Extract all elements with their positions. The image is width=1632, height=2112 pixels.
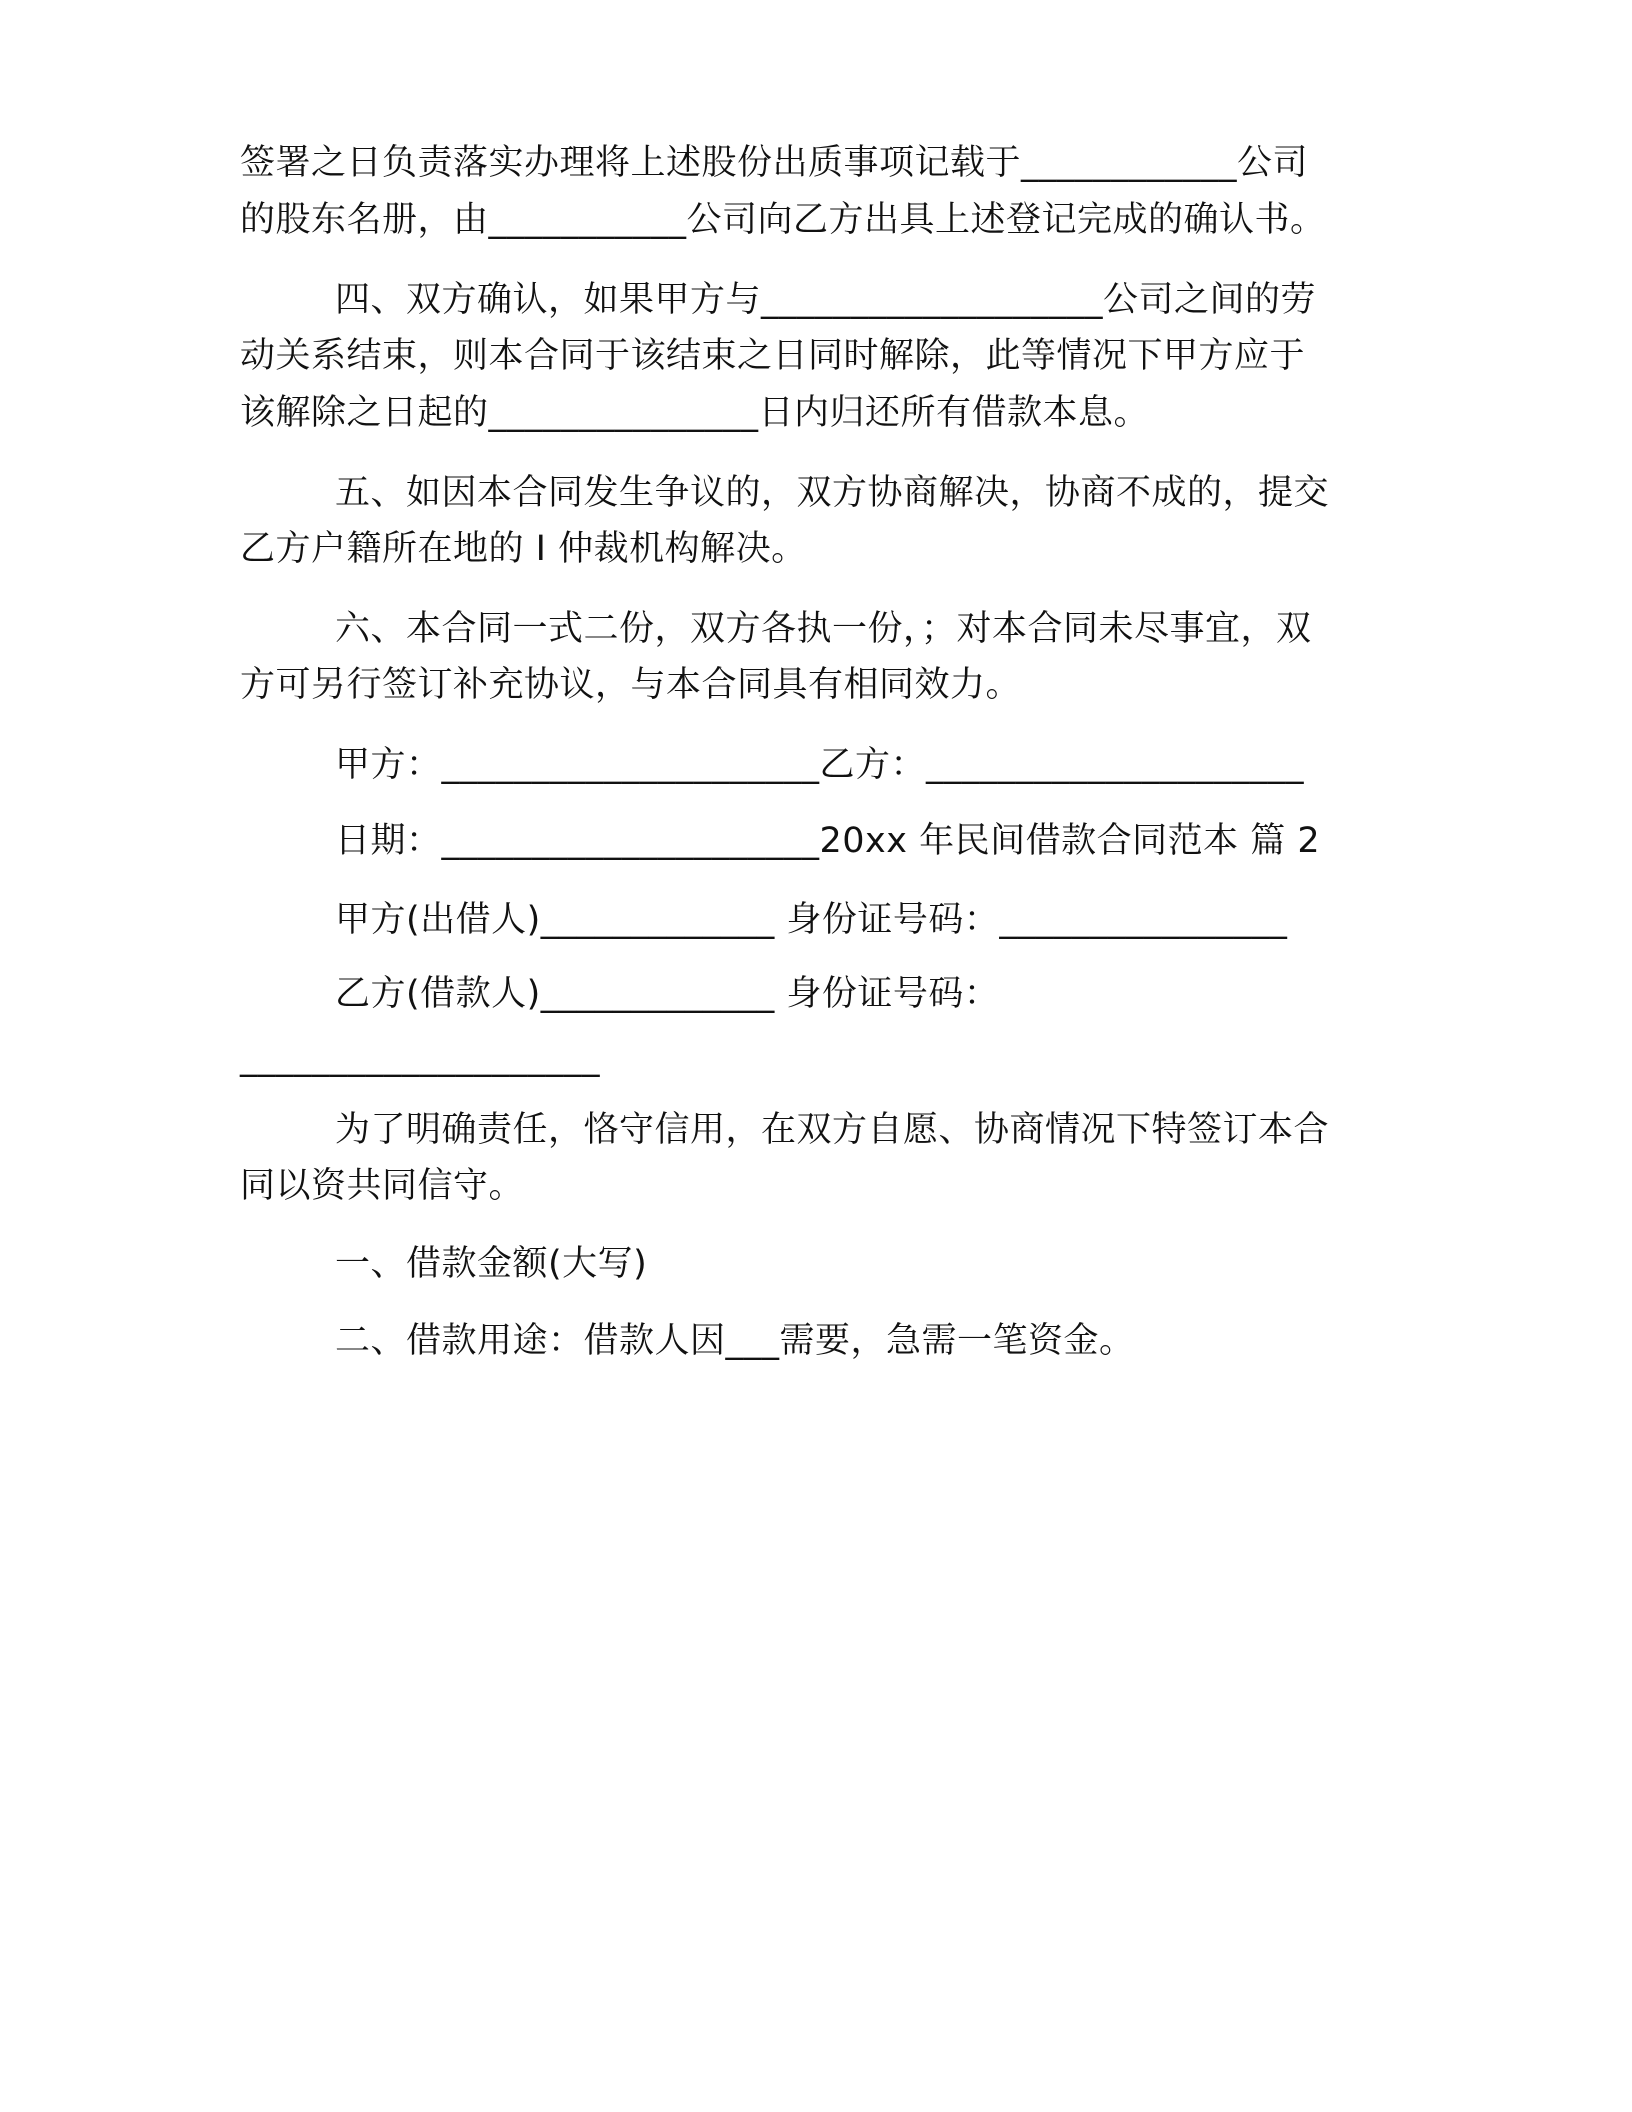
clause-5-line-2: 乙方户籍所在地的 I 仲裁机构解决。 <box>240 529 807 569</box>
paragraph-3-line-1: 签署之日负责落实办理将上述股份出质事项记载于____________公司 <box>240 143 1309 183</box>
loan-amount-clause: 一、借款金额(大写) <box>335 1244 648 1284</box>
clause-4-line-1: 四、双方确认，如果甲方与___________________公司之间的劳 <box>335 280 1317 320</box>
intro-line-2: 同以资共同信守。 <box>240 1166 525 1206</box>
clause-6-line-1: 六、本合同一式二份，双方各执一份，；对本合同未尽事宜，双 <box>335 609 1312 649</box>
clause-4-line-3: 该解除之日起的_______________日内归还所有借款本息。 <box>240 393 1150 433</box>
borrower-line: 乙方(借款人)_____________ 身份证号码： <box>335 974 1000 1014</box>
loan-purpose-clause: 二、借款用途：借款人因___需要，急需一笔资金。 <box>335 1321 1135 1361</box>
signature-line: 甲方：_____________________乙方：_____________________ <box>335 745 1305 785</box>
borrower-id-blank: ____________________ <box>240 1038 600 1078</box>
lender-line: 甲方(出借人)_____________ 身份证号码：________________ <box>335 900 1288 940</box>
clause-6-line-2: 方可另行签订补充协议，与本合同具有相同效力。 <box>240 665 1022 705</box>
clause-4-line-2: 动关系结束，则本合同于该结束之日同时解除，此等情况下甲方应于 <box>240 336 1306 376</box>
date-and-title-line: 日期：_____________________20xx 年民间借款合同范本 篇 2 <box>335 821 1321 861</box>
clause-5-line-1: 五、如因本合同发生争议的，双方协商解决，协商不成的，提交 <box>335 473 1330 513</box>
intro-line-1: 为了明确责任，恪守信用，在双方自愿、协商情况下特签订本合 <box>335 1110 1330 1150</box>
paragraph-3-line-2: 的股东名册，由___________公司向乙方出具上述登记完成的确认书。 <box>240 200 1326 240</box>
